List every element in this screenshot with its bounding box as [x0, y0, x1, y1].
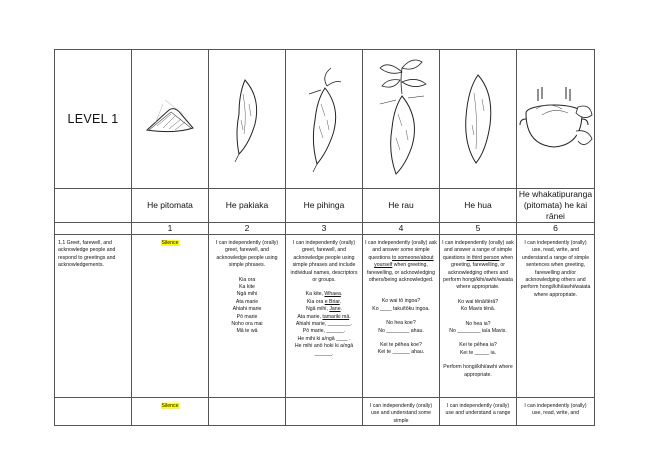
stage-name: He pitomata: [132, 189, 209, 223]
stage-4-image: [363, 50, 440, 189]
stage-1-image: [132, 50, 209, 189]
stage-name: He pakiaka: [209, 189, 286, 223]
stage-number: 5: [440, 223, 517, 235]
stage-6-image: [517, 50, 595, 189]
mature-tuber-icon: [450, 69, 506, 169]
empty-cell: [55, 398, 132, 426]
objective-row-2: [55, 398, 595, 426]
seed-icon: [135, 84, 205, 154]
stage-number: 6: [517, 223, 595, 235]
stage-number: 4: [363, 223, 440, 235]
root-icon: [217, 74, 277, 164]
stage-4-descriptor: I can independently (orally) ask and answer some simple questions to someone/about yourself when greeting, farewelling, or acknowledging others/being acknowledged. Ko wai tō ingoa? Ko ____ taku/tōku ingoa. No hea koe? No ________ ahau. Kei te pēhea koe? Kei te ______ ahau.: [365, 240, 437, 356]
stage-6-descriptor: I can independently (orally) use, read, write, and understand a range of simple sentences when greeting, farewelling and/or acknowledging others and perform hongi/kihi/awhi/waiata where appropriate.: [520, 240, 591, 298]
stage-name-row: [55, 189, 595, 223]
empty-cell: [55, 189, 132, 223]
cooking-pot-icon: [518, 79, 594, 159]
level-rubric-table: [54, 49, 595, 426]
stage-number: 2: [209, 223, 286, 235]
stage-name: He rau: [363, 189, 440, 223]
stage-name: He pihinga: [286, 189, 363, 223]
stage-image-row: [55, 50, 595, 189]
stage-name: He hua: [440, 189, 517, 223]
silence-label: Silence: [161, 403, 179, 409]
stage-5-image: [440, 50, 517, 189]
objective-text: 1.1 Greet, farewell, and acknowledge people and respond to greetings and acknowledgements.: [58, 240, 116, 269]
stage-2-image: [209, 50, 286, 189]
objective-row: [55, 235, 595, 398]
stage-3-descriptor: I can independently (orally) greet, farewell, and acknowledge people using simple phrases and include individual names, descriptors or groups. Ka kite, Whaea. Kia ora e Briar. Ngā mihi, Jane. Ata marie, tamariki mā. Ahiahi marie, ________. Pō marie, ______. He mihi ki a/ngā ____ . He mihi anō hoki ki a/ngā ______.: [290, 240, 358, 357]
empty-cell: [55, 223, 132, 235]
silence-label: Silence: [161, 240, 179, 246]
leafy-tuber-icon: [366, 56, 436, 182]
stage-2-descriptor: I can independently (orally) greet, farewell, and acknowledge people using simple phrases. Kia ora Ka kite Ngā mihi Ata marie Ahiahi marie Pō marie Noho ora mai Mā te wā: [215, 240, 279, 335]
stage-5-descriptor: I can independently (orally) ask and answer a range of simple questions in third person when greeting, farewelling, or acknowledging others and perform hongi/kihi/awhi/waiata where appropriate. Ko wai tēnā/tērā? Ko Mavis tēnā. No hea ia? No ________ ia/a Mavis. Kei te pēhea ia? Kei te _____ ia. Perform hongi/kihi/awhi where appropriate.: [442, 240, 514, 378]
stage-5-descriptor-2: I can independently (orally) use and understand a range: [445, 403, 511, 417]
empty-cell: [286, 398, 363, 426]
stage-number: 1: [132, 223, 209, 235]
sprouting-tuber-icon: [291, 64, 357, 174]
stage-number-row: [55, 223, 595, 235]
stage-6-descriptor-2: I can independently (orally) use, read, write, and: [524, 403, 587, 417]
stage-4-descriptor-2: I can independently (orally) use and understand some simple: [369, 403, 433, 424]
stage-number: 3: [286, 223, 363, 235]
level-title: LEVEL 1: [55, 50, 132, 189]
empty-cell: [209, 398, 286, 426]
stage-name: He whakatipuranga (pitomata) he kai rānei: [517, 189, 595, 223]
stage-3-image: [286, 50, 363, 189]
